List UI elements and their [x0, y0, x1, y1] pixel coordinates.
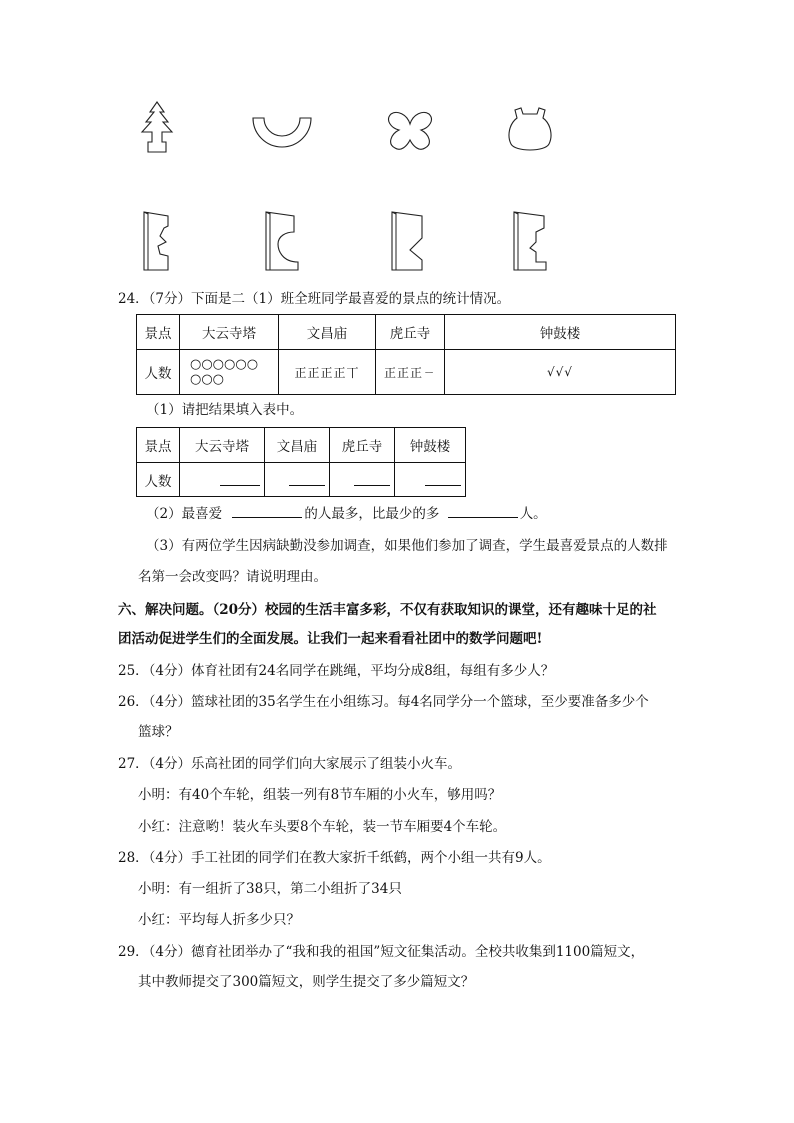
tally-table-header-zhonggu: 钟鼓楼: [445, 315, 676, 350]
q27-line3: 小红：注意哟！装火车头要8个车轮，装一节车厢要4个车轮。: [138, 819, 507, 835]
tally-table-header-wenchang: 文昌庙: [279, 315, 376, 350]
circles-line-2: ○○○: [190, 372, 225, 387]
difference-blank[interactable]: [448, 505, 518, 518]
zhonggu-ticks: √√√: [445, 350, 676, 395]
q28-line2: 小明：有一组折了38只，第二小组折了34只: [138, 881, 402, 897]
answer-cell-wenchang[interactable]: [265, 463, 330, 497]
q24-header: 24．（7分）下面是二（1）班全班同学最喜爱的景点的统计情况。: [118, 291, 511, 307]
q25: 25．（4分）体育社团有24名同学在跳绳，平均分成8组，每组有多少人？: [118, 663, 555, 679]
folded-paper-shape-4-icon: [508, 208, 554, 272]
folded-paper-shape-1-icon: [138, 210, 178, 272]
q24-sub2-part-c: 人。: [519, 506, 547, 522]
q27-line2: 小明：有40个车轮，组装一列有8节车厢的小火车，够用吗？: [138, 787, 502, 803]
huqiu-tally: 正正正ㄧ: [376, 350, 445, 395]
q26-line1: 26．（4分）篮球社团的35名学生在小组练习。每4名同学分一个篮球，至少要准备多少个: [118, 694, 649, 710]
q24-sub2-part-b: 的人最多，比最少的多: [304, 506, 440, 522]
answer-table-row-label: 人数: [137, 463, 180, 497]
folded-paper-shape-2-icon: [260, 210, 306, 272]
tally-table-header-huqiu: 虎丘寺: [376, 315, 445, 350]
tally-table-row-label: 人数: [137, 350, 180, 395]
tally-table-header-spot: 景点: [137, 315, 180, 350]
answer-cell-zhonggu[interactable]: [395, 463, 466, 497]
q24-sub1: （1）请把结果填入表中。: [146, 402, 304, 418]
answer-table-header-zhonggu: 钟鼓楼: [395, 428, 466, 463]
q24-sub3-line1: （3）有两位学生因病缺勤没参加调查，如果他们参加了调查，学生最喜爱景点的人数排: [146, 538, 668, 554]
circles-line-1: ○○○○○○: [190, 357, 259, 372]
bowl-shape-icon: [250, 112, 314, 152]
answer-table: [136, 427, 466, 497]
q29-line1: 29．（4分）德育社团举办了“我和我的祖国”短文征集活动。全校共收集到1100篇短文，: [118, 944, 645, 960]
q28-line1: 28．（4分）手工社团的同学们在教大家折千纸鹤，两个小组一共有9人。: [118, 850, 551, 866]
q27-line1: 27．（4分）乐高社团的同学们向大家展示了组装小火车。: [118, 756, 462, 772]
answer-cell-huqiu[interactable]: [330, 463, 395, 497]
q24-sub2: [146, 505, 547, 523]
folded-paper-shape-3-icon: [386, 210, 432, 272]
tally-table-header-dayun: 大云寺塔: [180, 315, 279, 350]
butterfly-shape-icon: [385, 108, 435, 158]
bell-shape-icon: [505, 104, 555, 156]
tally-circles-cell: [180, 350, 279, 395]
answer-table-header-dayun: 大云寺塔: [180, 428, 265, 463]
tree-shape-icon: [132, 100, 182, 160]
tally-table: [136, 314, 676, 395]
q24-sub2-part-a: （2）最喜爱: [146, 506, 223, 522]
answer-cell-dayun[interactable]: [180, 463, 265, 497]
q24-sub3-line2: 名第一会改变吗？请说明理由。: [138, 569, 327, 585]
answer-table-header-wenchang: 文昌庙: [265, 428, 330, 463]
wenchang-tally: 正正正正丅: [279, 350, 376, 395]
answer-table-header-huqiu: 虎丘寺: [330, 428, 395, 463]
section6-line1: 六、解决问题。（20分）校园的生活丰富多彩，不仅有获取知识的课堂，还有趣味十足的社: [118, 602, 657, 618]
answer-table-header-spot: 景点: [137, 428, 180, 463]
q29-line2: 其中教师提交了300篇短文，则学生提交了多少篇短文？: [138, 974, 475, 990]
q26-line2: 篮球？: [138, 724, 179, 740]
section6-line2: 团活动促进学生们的全面发展。让我们一起来看看社团中的数学问题吧!: [118, 631, 543, 647]
most-popular-blank[interactable]: [232, 505, 302, 518]
q28-line3: 小红：平均每人折多少只？: [138, 912, 300, 928]
